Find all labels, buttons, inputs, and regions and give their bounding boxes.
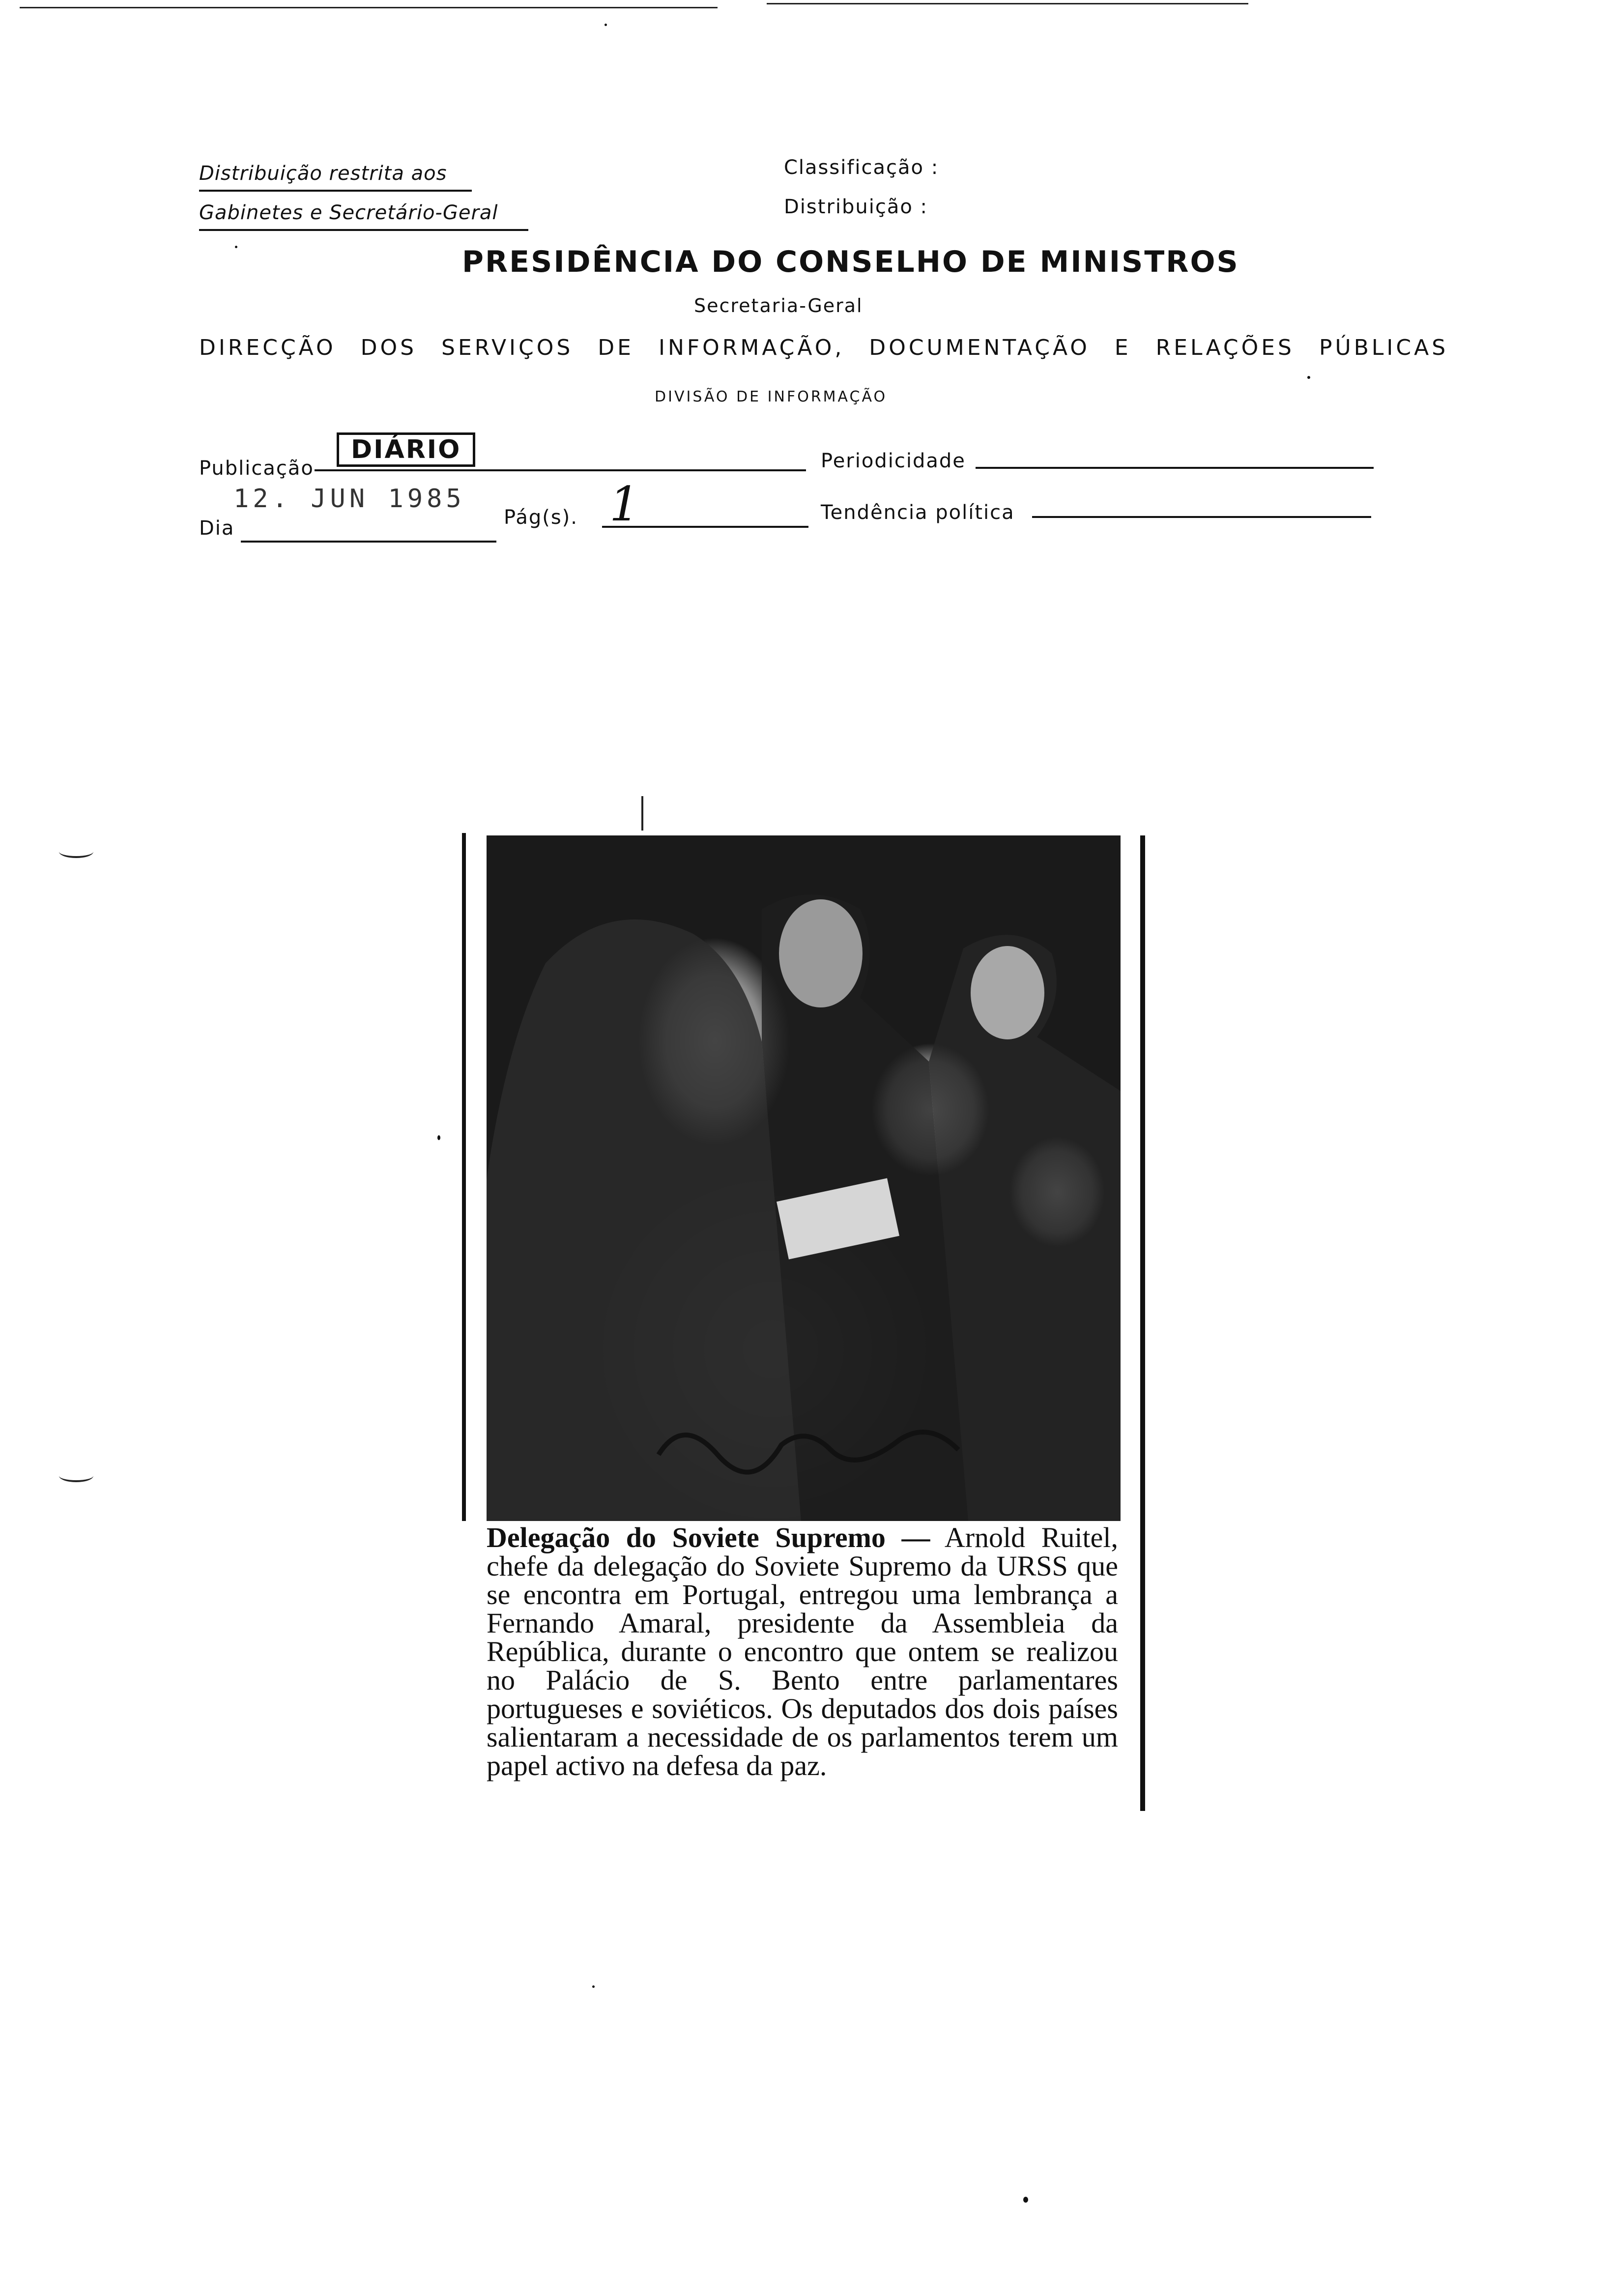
margin-mark (59, 1469, 93, 1482)
clipping-right-rule (1140, 835, 1145, 1811)
caption-body: Arnold Ruitel, chefe da delegação do Soviete Supremo da URSS que se encontra em Portugal, entregou uma lembrança a Fernando Amaral, presidente da Assembleia da República, durante o encontro que ontem se realizou no Palácio de S. Bento entre parlamentares portugueses e soviéticos. Os deputados dos dois países salientaram a necessidade de os parlamentos terem um papel activo na defesa da paz. (487, 1521, 1118, 1781)
article-caption (487, 1523, 1118, 1780)
speck (604, 24, 607, 26)
speck (235, 246, 237, 248)
news-photo (487, 835, 1121, 1521)
scan-edge-line (767, 3, 1248, 4)
distribution-restriction-line2: Gabinetes e Secretário-Geral (199, 201, 528, 231)
dia-label: Dia (199, 517, 235, 540)
dia-line (241, 541, 496, 543)
tendencia-line (1032, 516, 1371, 518)
distribuicao-label: Distribuição : (784, 196, 928, 218)
publicacao-label: Publicação (199, 457, 314, 480)
clipping-left-rule (462, 833, 466, 1521)
head-right (971, 946, 1044, 1039)
periodicidade-label: Periodicidade (821, 450, 966, 472)
caption-lead: Delegação do Soviete Supremo — (487, 1521, 930, 1553)
margin-mark (59, 845, 93, 858)
speck (1307, 376, 1310, 379)
direccao-servicos: DIRECÇÃO DOS SERVIÇOS DE INFORMAÇÃO, DOCUMENTAÇÃO E RELAÇÕES PÚBLICAS (199, 335, 1449, 360)
margin-mark (641, 796, 643, 831)
scan-edge-line (20, 7, 718, 8)
date-stamp: 12. JUN 1985 (233, 484, 465, 514)
pags-line (602, 526, 808, 528)
publicacao-line (315, 469, 806, 471)
classificacao-label: Classificação : (784, 156, 939, 179)
speck (592, 1985, 595, 1988)
speck (437, 1135, 440, 1140)
publicacao-stamp: DIÁRIO (337, 432, 475, 467)
pags-value: 1 (609, 477, 640, 532)
secretaria-geral: Secretaria-Geral (694, 295, 863, 316)
pags-label: Pág(s). (504, 506, 578, 529)
head-center (779, 899, 863, 1007)
tendencia-label: Tendência política (821, 501, 1015, 524)
page-title: PRESIDÊNCIA DO CONSELHO DE MINISTROS (462, 245, 1239, 279)
divisao-informacao: DIVISÃO DE INFORMAÇÃO (655, 388, 888, 405)
photo-figures (487, 835, 1121, 1521)
speck (1023, 2197, 1028, 2203)
periodicidade-line (976, 467, 1374, 469)
distribution-restriction-line1: Distribuição restrita aos (199, 162, 472, 192)
figure-left-silhouette (487, 919, 801, 1521)
